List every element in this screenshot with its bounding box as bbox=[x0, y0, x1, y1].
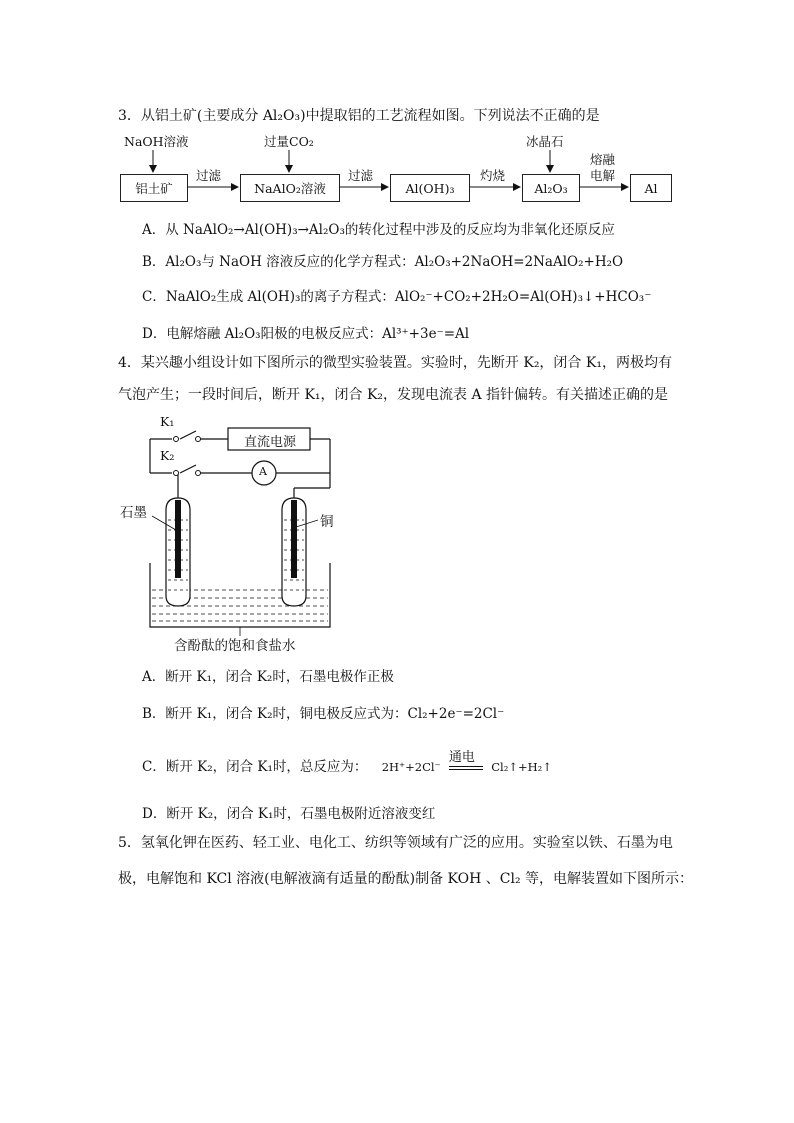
q5-line1: 5．氢氧化钾在医药、轻工业、电化工、纺织等领域有广泛的应用。实验室以铁、石墨为电 bbox=[118, 835, 673, 851]
copper-label: 铜 bbox=[320, 514, 334, 530]
q3-stem: 3．从铝土矿(主要成分 Al₂O₃)中提取铝的工艺流程如图。下列说法不正确的是 bbox=[118, 108, 600, 124]
q4-option-c-reactants: 2H⁺+2Cl⁻ bbox=[381, 760, 441, 774]
solution-label: 含酚酞的饱和食盐水 bbox=[174, 638, 296, 654]
input-naoh: NaOH溶液 bbox=[124, 134, 189, 149]
input-co2: 过量CO₂ bbox=[264, 134, 314, 149]
graphite-electrode bbox=[175, 500, 181, 578]
box-al: Al bbox=[630, 174, 672, 202]
q3-option-b: B．Al₂O₃与 NaOH 溶液反应的化学方程式：Al₂O₃+2NaOH=2NaAlO₂+H₂O bbox=[142, 254, 624, 270]
q4-option-c bbox=[142, 749, 552, 775]
graphite-label: 石墨 bbox=[120, 505, 147, 521]
arrow-label-melt: 熔融 bbox=[590, 152, 616, 167]
q3-option-d: D．电解熔融 Al₂O₃阳极的电极反应式：Al³⁺+3e⁻=Al bbox=[142, 326, 470, 342]
q4-option-c-products: Cl₂↑+H₂↑ bbox=[491, 760, 552, 774]
equals-sign-icon bbox=[449, 766, 483, 770]
k1-label: K₁ bbox=[160, 414, 175, 429]
q4-option-d: D．断开 K₂，闭合 K₁时，石墨电极附近溶液变红 bbox=[142, 806, 436, 822]
q4-stem-line2: 气泡产生；一段时间后，断开 K₁，闭合 K₂，发现电流表 A 指针偏转。有关描述正确的是 bbox=[118, 387, 669, 403]
q3-option-a: A．从 NaAlO₂→Al(OH)₃→Al₂O₃的转化过程中涉及的反应均为非氧化还原反应 bbox=[142, 222, 615, 238]
box-bauxite: 铝土矿 bbox=[120, 174, 188, 202]
arrow-label-filter-2: 过滤 bbox=[348, 168, 374, 183]
q4-option-b: B．断开 K₁，闭合 K₂时，铜电极反应式为：Cl₂+2e⁻=2Cl⁻ bbox=[142, 706, 505, 722]
box-al2o3: Al₂O₃ bbox=[522, 174, 580, 202]
box-naalo2: NaAlO₂溶液 bbox=[240, 174, 340, 202]
box-aloh3: Al(OH)₃ bbox=[390, 174, 470, 202]
arrow-label-calcine: 灼烧 bbox=[480, 168, 506, 183]
q3-option-c: C．NaAlO₂生成 Al(OH)₃的离子方程式：AlO₂⁻+CO₂+2H₂O=Al(OH)₃↓+HCO₃⁻ bbox=[142, 289, 652, 305]
q4-option-c-prefix: C．断开 K₂，闭合 K₁时，总反应为： bbox=[142, 759, 368, 775]
q4-stem-line1: 4．某兴趣小组设计如下图所示的微型实验装置。实验时，先断开 K₂，闭合 K₁，两极均有 bbox=[118, 355, 672, 371]
arrow-label-filter-1: 过滤 bbox=[196, 168, 222, 183]
q4-option-a: A．断开 K₁，闭合 K₂时，石墨电极作正极 bbox=[142, 669, 394, 685]
q5-line2: 极，电解饱和 KCl 溶液(电解液滴有适量的酚酞)制备 KOH 、Cl₂ 等，电解装置如下图所示： bbox=[118, 871, 694, 887]
power-supply-label: 直流电源 bbox=[243, 435, 296, 450]
q4-option-c-cond-text: 通电 bbox=[448, 749, 475, 765]
k2-label: K₂ bbox=[160, 448, 175, 463]
ammeter-label: A bbox=[259, 465, 267, 478]
q4-option-c-condition bbox=[448, 749, 483, 770]
arrow-label-electrolysis: 电解 bbox=[590, 168, 616, 183]
copper-electrode bbox=[291, 500, 297, 578]
input-cryolite: 冰晶石 bbox=[526, 134, 564, 149]
